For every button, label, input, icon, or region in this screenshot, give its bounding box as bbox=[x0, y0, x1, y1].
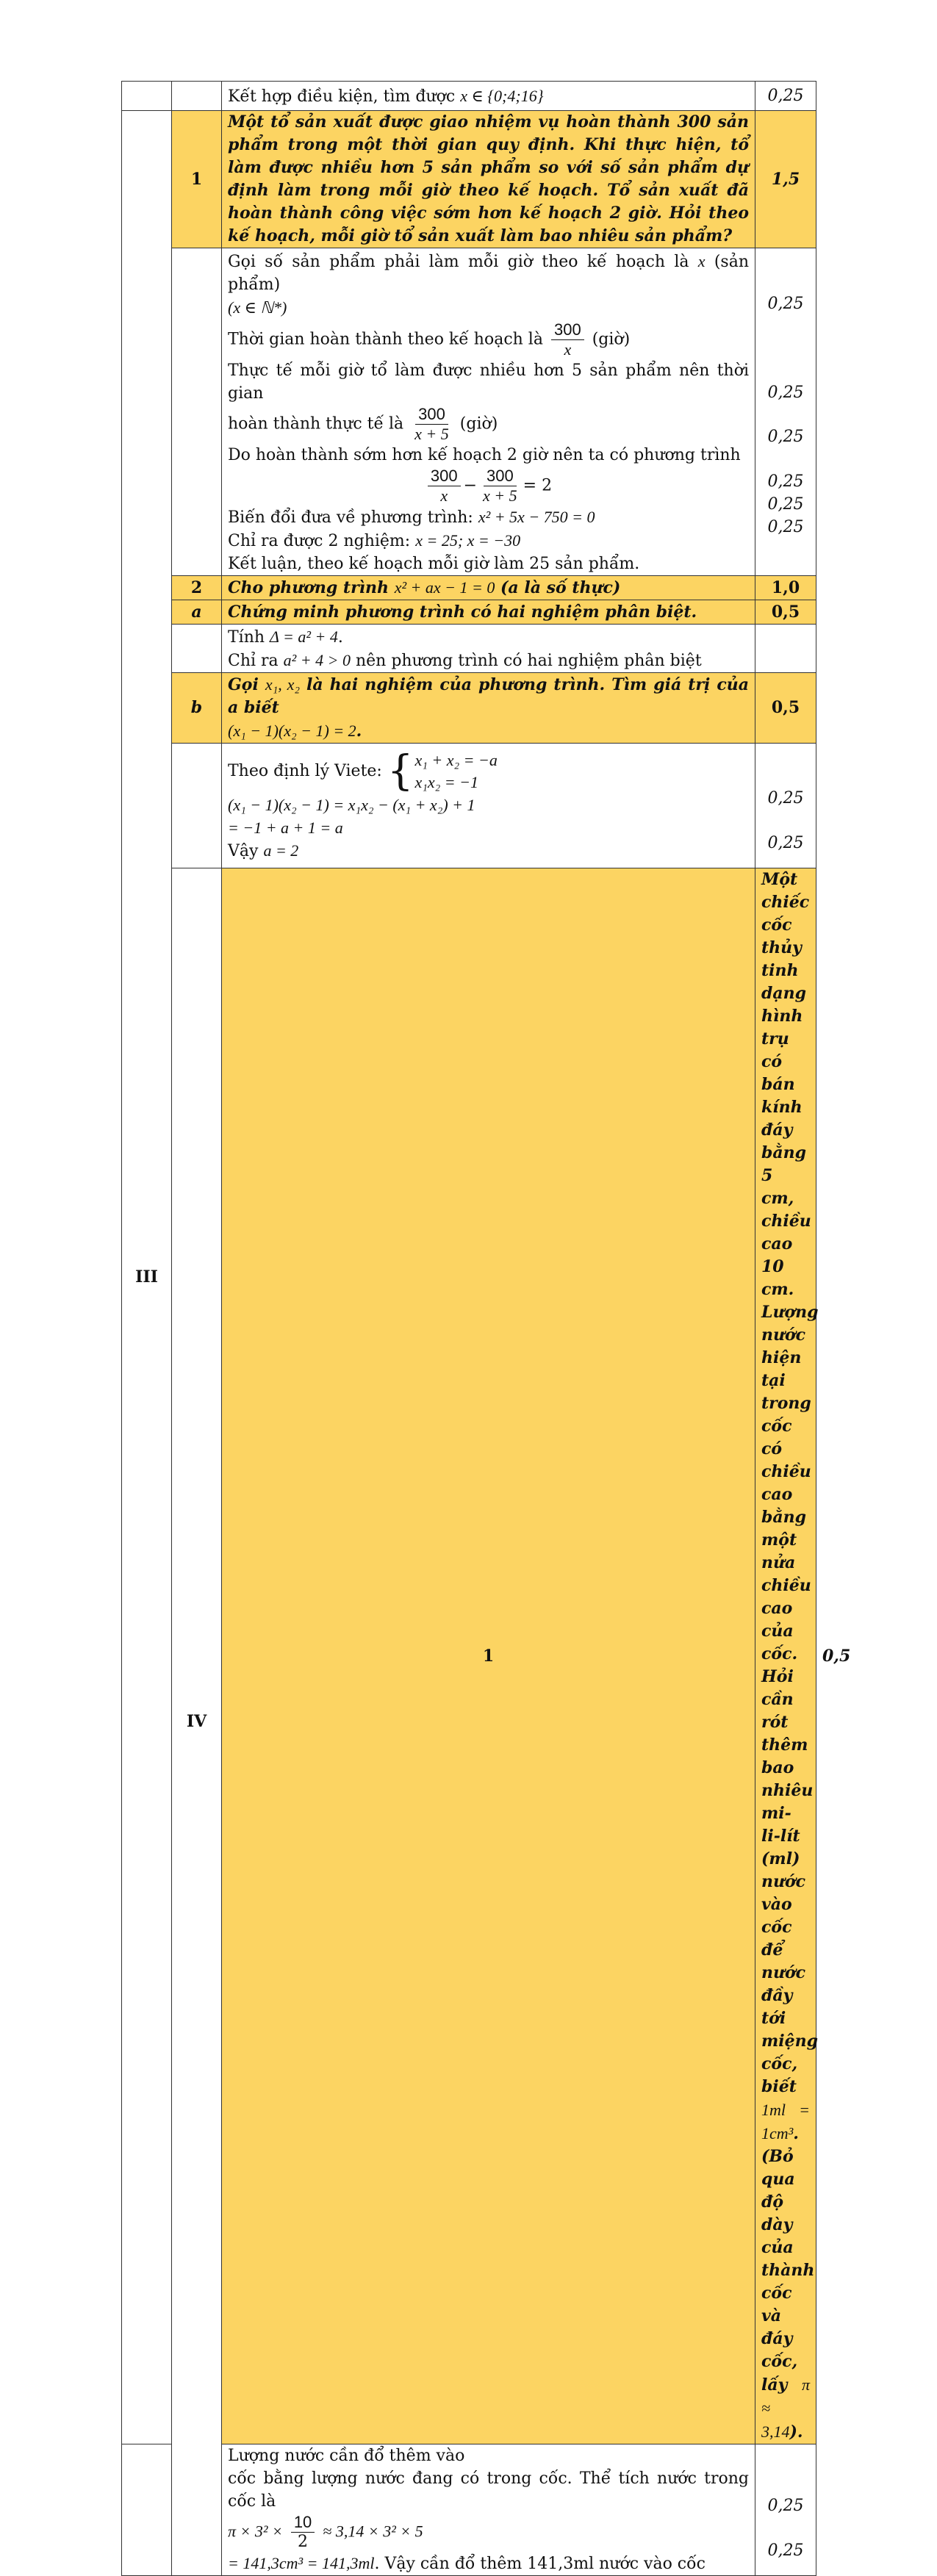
solution-line: hoàn thành thực tế là $\frac{300}{x + 5}$ (giờ) bbox=[228, 405, 498, 443]
table-row: IV 1 Một chiếc cốc thủy tinh dạng hình trụ có bán kính đáy bằng 5 cm, chiều cao 10 cm. Lượng nước hiện tại trong cốc có chiều cao bằng một nửa chiều cao của cốc. Hỏi cần rót thêm bao nhiêu mi-li-lít (ml) nước vào cốc để nước đầy tới miệng cốc, biết 1ml = 1cm³. (Bỏ qua độ dày của thành cốc và đáy cốc, lấy π ≈ 3,14). 0,5 bbox=[122, 868, 816, 2444]
solution-line: Chỉ ra a² + 4 > 0 nên phương trình có hai nghiệm phân biệt bbox=[228, 650, 702, 670]
question-number: b bbox=[172, 673, 222, 744]
solution-line: Theo định lý Viete: { x₁ + x₂ = −a x₁x₂ = −1 bbox=[228, 746, 498, 795]
table-row bbox=[122, 600, 816, 625]
solution-line: Tính Δ = a² + 4. bbox=[228, 627, 343, 647]
score: 0,25 bbox=[767, 472, 804, 491]
score-cell bbox=[755, 248, 816, 576]
solution-line: = −1 + a + 1 = a bbox=[228, 818, 343, 837]
fraction: $\frac{10}{2}$ bbox=[291, 2513, 315, 2552]
solution-line: π × 3² × $\frac{10}{2}$ ≈ 3,14 × 3² × 5 bbox=[228, 2513, 423, 2551]
solution-line: Gọi số sản phẩm phải làm mỗi giờ theo kế hoạch là x (sản phẩm) bbox=[228, 252, 749, 294]
section-label: IV bbox=[172, 868, 222, 2576]
fraction: $\frac{300}{x + 5}$ bbox=[414, 405, 449, 443]
answer-key-table bbox=[121, 81, 851, 2576]
solution-line: (x₁ − 1)(x₂ − 1) = x₁x₂ − (x₁ + x₂) + 1 bbox=[228, 795, 475, 814]
question-cell bbox=[172, 248, 222, 576]
solution-line: Thực tế mỗi giờ tổ làm được nhiều hơn 5 sản phẩm nên thời gian bbox=[228, 361, 749, 403]
table-row bbox=[122, 82, 816, 111]
solution-line: Kết luận, theo kế hoạch mỗi giờ làm 25 sản phẩm. bbox=[228, 555, 640, 573]
question-score: 0,5 bbox=[755, 673, 816, 744]
solution-cell bbox=[222, 2444, 755, 2576]
question-text: Gọi x₁, x₂ là hai nghiệm của phương trình. Tìm giá trị của a biết (x₁ − 1)(x₂ − 1) = 2. bbox=[222, 673, 755, 744]
solution-line: Thời gian hoàn thành theo kế hoạch là $\frac{300}{x}$ (giờ) bbox=[228, 320, 631, 359]
fraction: $\frac{300}{x}$ bbox=[428, 467, 461, 506]
equation: $\frac{300}{x}$ − $\frac{300}{x + 5}$ = 2 bbox=[228, 467, 749, 506]
score-cell bbox=[755, 744, 816, 868]
table-row bbox=[122, 111, 816, 248]
score-cell bbox=[755, 2444, 816, 2576]
solution-cell bbox=[222, 625, 755, 673]
score-cell bbox=[755, 625, 816, 673]
solution-line: Chỉ ra được 2 nghiệm: x = 25; x = −30 bbox=[228, 531, 521, 550]
table-row bbox=[122, 576, 816, 600]
question-text: Cho phương trình x² + ax − 1 = 0 (a là số thực) bbox=[222, 576, 755, 600]
question-score: 1,0 bbox=[755, 576, 816, 600]
question-cell bbox=[122, 2444, 172, 2576]
question-cell bbox=[172, 744, 222, 868]
question-cell bbox=[172, 82, 222, 111]
solution-line: = 141,3cm³ = 141,3ml. Vậy cần đổ thêm 141,3ml nước vào cốc bbox=[228, 2554, 706, 2573]
question-number: 1 bbox=[172, 111, 222, 248]
fraction: $\frac{300}{x}$ bbox=[551, 320, 584, 359]
table-row bbox=[122, 625, 816, 673]
score: 0,25 bbox=[767, 518, 804, 536]
solution-cell: Kết hợp điều kiện, tìm được x ∈ {0;4;16} bbox=[222, 82, 755, 111]
score: 0,25 bbox=[767, 495, 804, 514]
solution-cell bbox=[222, 744, 755, 868]
question-score: 0,5 bbox=[755, 600, 816, 625]
table-row bbox=[122, 673, 816, 744]
section-label: III bbox=[122, 111, 172, 2444]
question-number: 2 bbox=[172, 576, 222, 600]
question-score: 1,5 bbox=[755, 111, 816, 248]
solution-line: (x ∈ ℕ*) bbox=[228, 298, 287, 317]
question-text: Một tổ sản xuất được giao nhiệm vụ hoàn thành 300 sản phẩm trong một thời gian quy định. Khi thực hiện, tổ làm được nhiều hơn 5 sản phẩm so với số sản phẩm dự định làm trong mỗi giờ theo kế hoạch. Tổ sản xuất đã hoàn thành công việc sớm hơn kế hoạch 2 giờ. Hỏi theo kế hoạch, mỗi giờ tổ sản xuất làm bao nhiêu sản phẩm? bbox=[222, 111, 755, 248]
question-text: Chứng minh phương trình có hai nghiệm phân biệt. bbox=[222, 600, 755, 625]
score: 0,25 bbox=[767, 788, 804, 807]
section-cell bbox=[122, 82, 172, 111]
solution-line: Vậy a = 2 bbox=[228, 841, 299, 860]
score: 0,25 bbox=[767, 2541, 804, 2560]
fraction: $\frac{300}{x + 5}$ bbox=[483, 467, 517, 505]
question-number: a bbox=[172, 600, 222, 625]
solution-line: Biến đổi đưa về phương trình: x² + 5x − 750 = 0 bbox=[228, 508, 595, 527]
score-cell: 0,25 bbox=[755, 82, 816, 111]
score: 0,25 bbox=[767, 428, 804, 446]
brace-icon: { bbox=[387, 746, 414, 795]
solution-line: Lượng nước cần đổ thêm vào bbox=[228, 2447, 465, 2465]
question-number: 1 bbox=[222, 868, 755, 2444]
score: 0,25 bbox=[767, 384, 804, 402]
question-cell bbox=[172, 625, 222, 673]
table-row bbox=[122, 744, 816, 868]
equation-system: { x₁ + x₂ = −a x₁x₂ = −1 bbox=[387, 746, 498, 795]
table-row bbox=[122, 2444, 816, 2576]
score: 0,25 bbox=[767, 833, 804, 852]
solution-cell bbox=[222, 248, 755, 576]
question-text: Một chiếc cốc thủy tinh dạng hình trụ có bán kính đáy bằng 5 cm, chiều cao 10 cm. Lượng nước hiện tại trong cốc có chiều cao bằng một nửa chiều cao của cốc. Hỏi cần rót thêm bao nhiêu mi-li-lít (ml) nước vào cốc để nước đầy tới miệng cốc, biết 1ml = 1cm³. (Bỏ qua độ dày của thành cốc và đáy cốc, lấy π ≈ 3,14). bbox=[755, 868, 816, 2444]
solution-line: cốc bằng lượng nước đang có trong cốc. Thể tích nước trong cốc là bbox=[228, 2469, 749, 2511]
table-row bbox=[122, 248, 816, 576]
score: 0,25 bbox=[767, 295, 804, 313]
score: 0,25 bbox=[767, 2497, 804, 2515]
solution-line: Do hoàn thành sớm hơn kế hoạch 2 giờ nên ta có phương trình bbox=[228, 446, 741, 464]
